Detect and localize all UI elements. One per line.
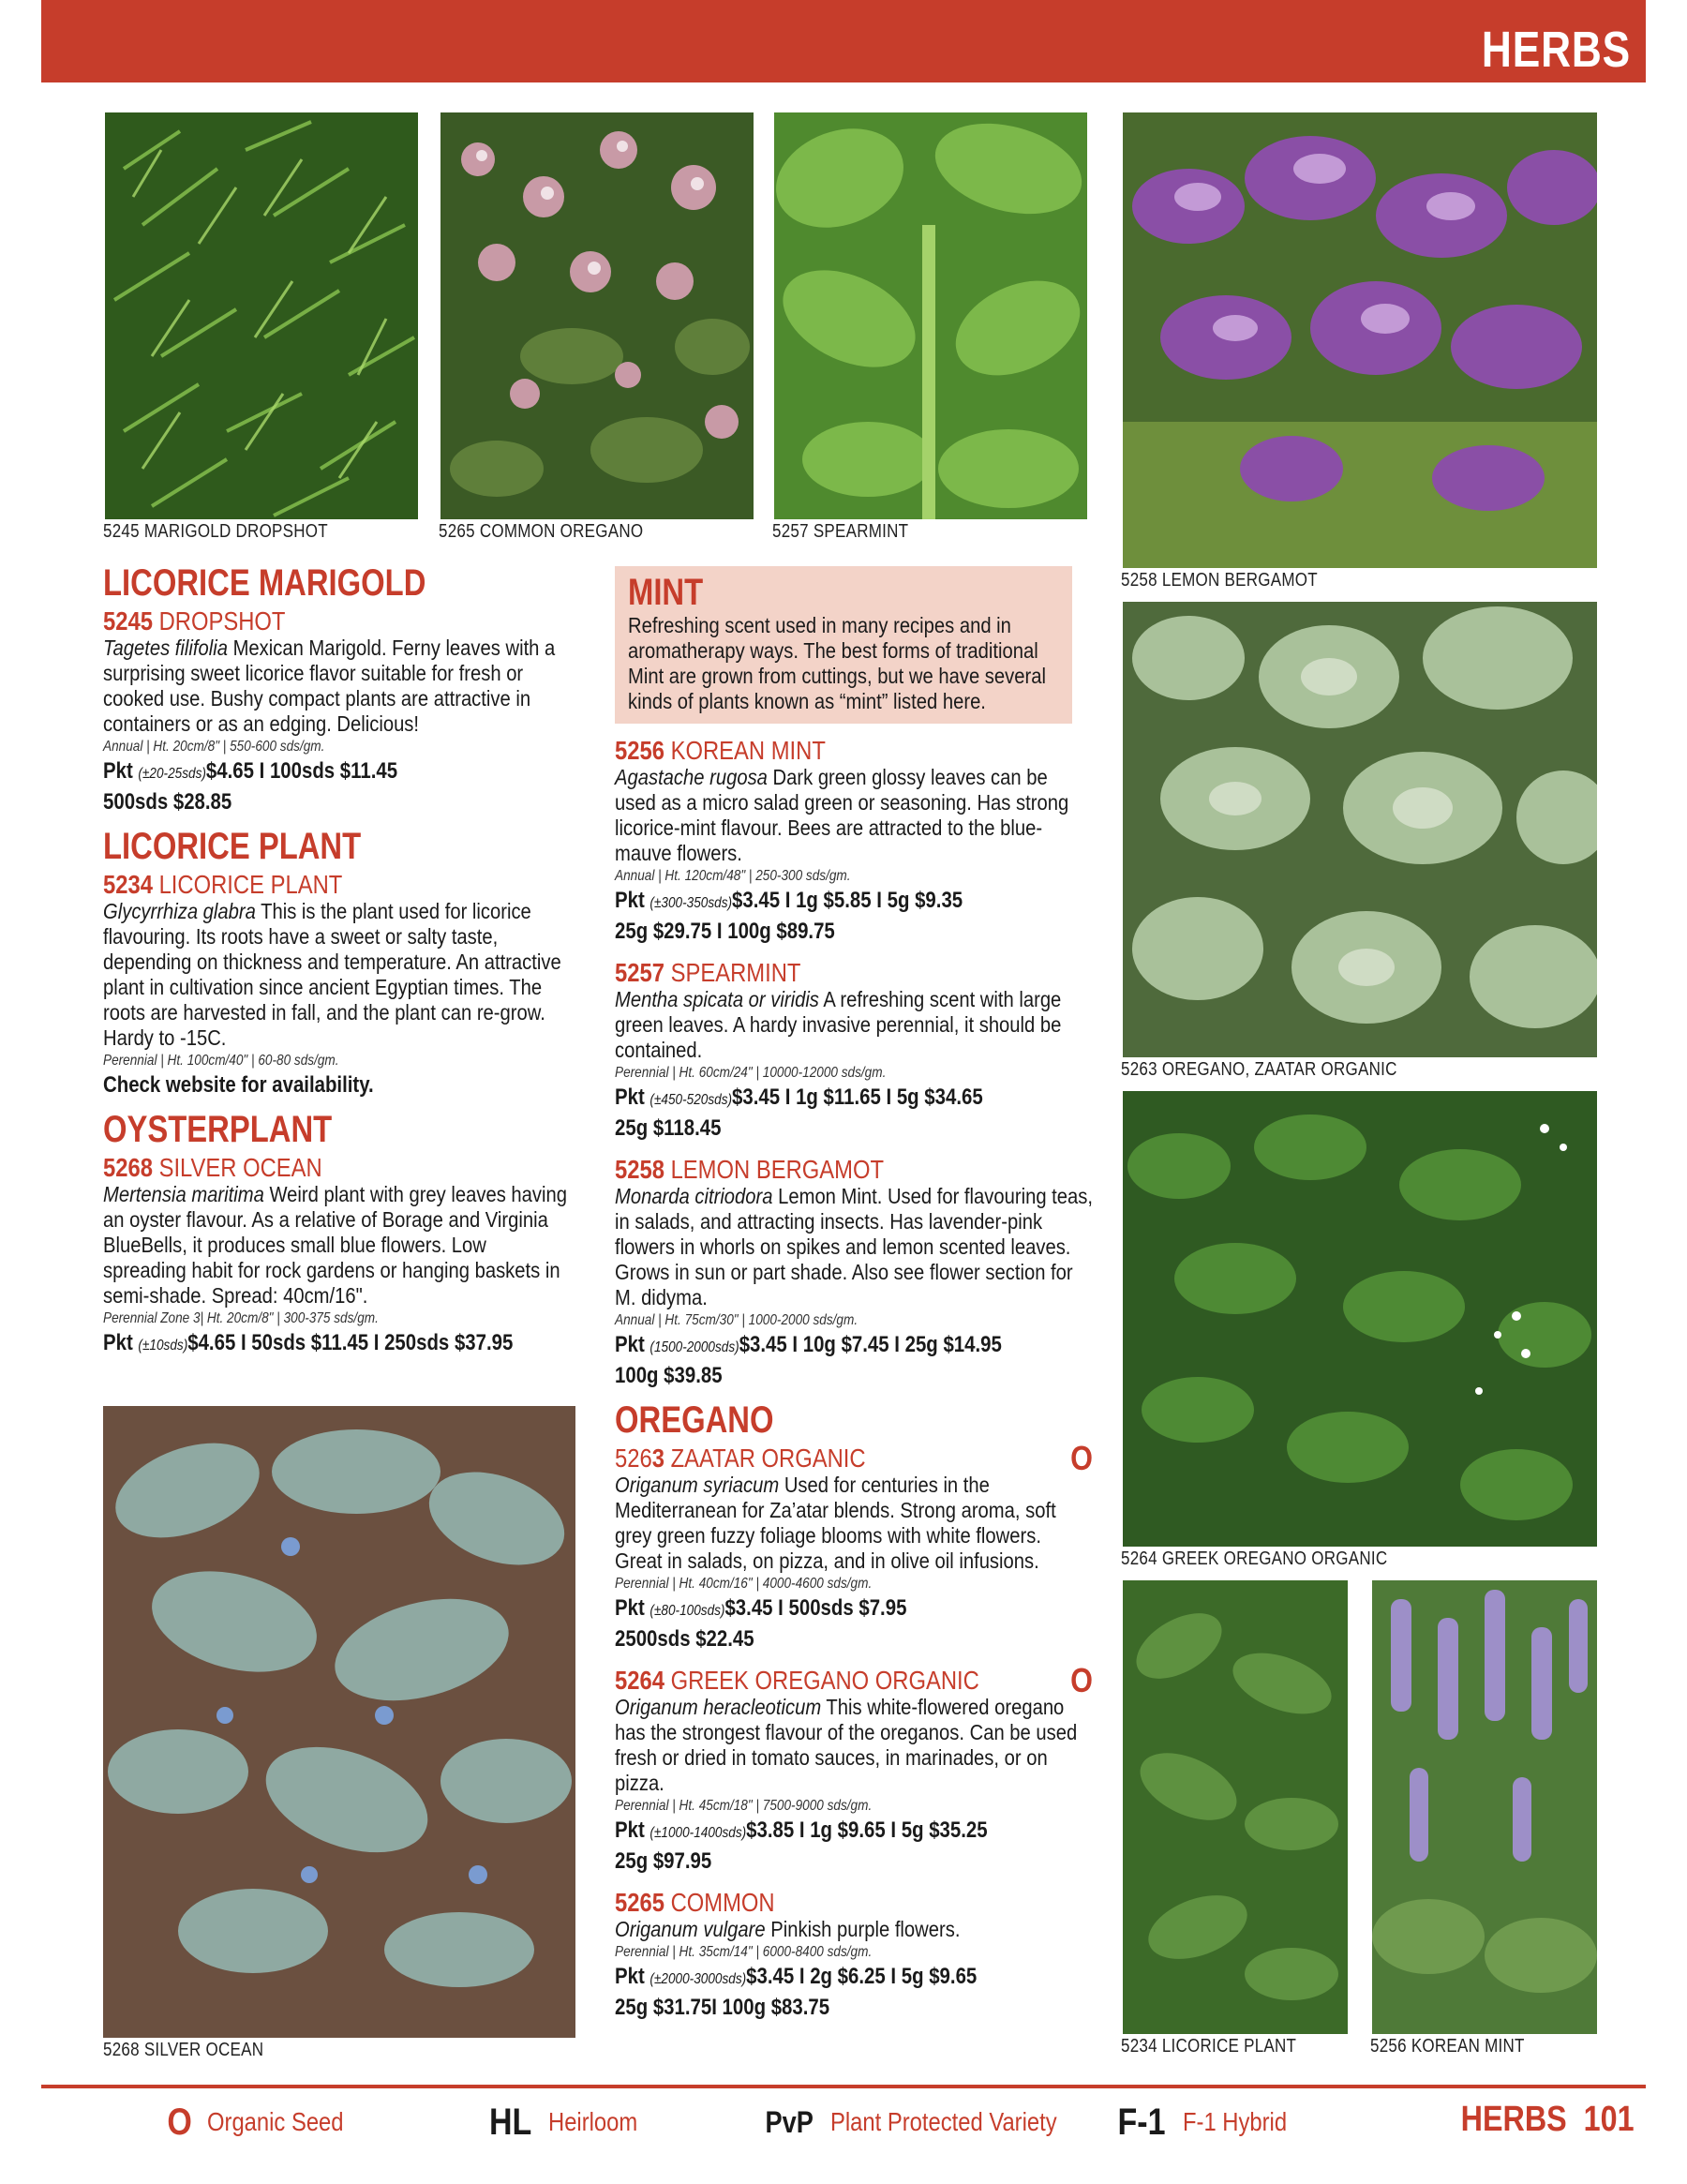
pkt-label: Pkt [615, 1085, 645, 1110]
pkt-count: (1500-2000sds) [649, 1339, 739, 1355]
photo-spearmint [774, 112, 1087, 519]
latin-name: Origanum vulgare [615, 1917, 766, 1941]
pkt-label: Pkt [615, 1964, 645, 1989]
item-description [615, 1184, 1094, 1310]
description-text: This white-flowered oregano has the strongest flavour of the oreganos. Can be used fresh or dried in tomato sauces, in marinades, or on pizza. [615, 1695, 1078, 1795]
item-meta: Perennial | Ht. 45cm/18" | 7500-9000 sds/gm. [615, 1798, 873, 1814]
pkt-label: Pkt [103, 758, 133, 784]
greek-block [615, 1661, 1095, 1699]
organic-label: Organic Seed [207, 2107, 344, 2136]
item-name: DROPSHOT [158, 606, 286, 636]
item-price [615, 1594, 1097, 1653]
pkt-count: (±20-25sds) [138, 766, 206, 782]
caption-spearmint: 5257 SPEARMINT [772, 521, 909, 542]
middle-column [615, 566, 1095, 2022]
heirloom-label: Heirloom [548, 2107, 638, 2136]
page-number: 101 [1584, 2100, 1635, 2139]
item-number: 5268 [103, 1153, 153, 1182]
description-text: Used for centuries in the Mediterranean for Za’atar blends. Strong aroma, soft grey green fuzzy foliage blooms with white flowers. Great in salads, on pizza, and in olive oil infusions. [615, 1473, 1056, 1573]
caption-common-oregano: 5265 COMMON OREGANO [439, 521, 644, 542]
item-title-spearmint [615, 959, 1023, 987]
item-price [615, 887, 1097, 946]
item-number: 5245 [103, 606, 153, 636]
caption-lemon-bergamot: 5258 LEMON BERGAMOT [1121, 570, 1318, 591]
photo-korean-mint [1372, 1580, 1597, 2034]
page-footer [1461, 2100, 1635, 2140]
price-line-2: 25g $118.45 [615, 1115, 722, 1141]
item-number: 5256 [615, 736, 664, 765]
price-line-1: $4.65 I 100sds $11.45 [205, 758, 398, 784]
item-meta: Perennial Zone 3| Ht. 20cm/8" | 300-375 sds/gm. [103, 1310, 379, 1326]
pvp-symbol: PvP [765, 2104, 814, 2139]
photo-zaatar-oregano [1123, 602, 1597, 1057]
latin-name: Mertensia maritima [103, 1182, 264, 1206]
item-name: SILVER OCEAN [158, 1153, 322, 1182]
item-description [615, 1695, 1094, 1796]
mint-intro: Refreshing scent used in many recipes and in aromatherapy ways. The best forms of traditional Mint are grown from cuttings, but we have several kinds of plants known as “mint” listed here. [628, 613, 1046, 713]
caption-zaatar: 5263 OREGANO, ZAATAR ORGANIC [1121, 1059, 1397, 1080]
caption-korean: 5256 KOREAN MINT [1370, 2036, 1525, 2057]
item-meta: Perennial | Ht. 60cm/24" | 10000-12000 sds/gm. [615, 1065, 887, 1081]
legend-organic [165, 2098, 367, 2147]
left-column [103, 562, 572, 1360]
pvp-label: Plant Protected Variety [830, 2107, 1058, 2136]
legend-f1 [1113, 2098, 1306, 2147]
pkt-count: (±300-350sds) [649, 895, 733, 911]
price-line-1: $3.85 I 1g $9.65 I 5g $35.25 [746, 1818, 988, 1843]
item-name: GREEK OREGANO ORGANIC [670, 1666, 979, 1695]
section-licorice-plant: LICORICE PLANT [103, 826, 362, 867]
item-number-suffix: 3 [651, 1444, 664, 1473]
price-line-2: 2500sds $22.45 [615, 1626, 754, 1652]
price-line-1: $3.45 I 2g $6.25 I 5g $9.65 [746, 1964, 978, 1989]
section-oregano: OREGANO [615, 1399, 774, 1441]
section-mint: MINT [628, 572, 704, 613]
item-meta: Annual | Ht. 120cm/48" | 250-300 sds/gm. [615, 868, 851, 884]
item-title-dropshot [103, 607, 501, 636]
photo-common-oregano [440, 112, 754, 519]
organic-badge: O [1070, 1661, 1093, 1699]
price-line-2: 25g $97.95 [615, 1848, 712, 1874]
item-price [615, 1331, 1097, 1390]
price-line-1: $3.45 I 500sds $7.95 [724, 1595, 907, 1621]
mint-intro-box [615, 566, 1072, 724]
photo-lemon-bergamot [1123, 112, 1597, 568]
item-name: COMMON [670, 1888, 775, 1917]
caption-silver-ocean: 5268 SILVER OCEAN [103, 2040, 264, 2060]
item-meta: Perennial | Ht. 40cm/16" | 4000-4600 sds/gm. [615, 1576, 873, 1592]
item-meta: Annual | Ht. 75cm/30" | 1000-2000 sds/gm. [615, 1312, 858, 1328]
item-price [615, 1963, 1097, 2022]
legend-pvp [761, 2098, 1097, 2147]
item-meta: Perennial | Ht. 35cm/14" | 6000-8400 sds/gm. [615, 1944, 873, 1960]
item-price [103, 1329, 574, 1360]
organic-badge: O [1070, 1439, 1093, 1477]
item-name: KOREAN MINT [670, 736, 826, 765]
item-number: 5234 [103, 870, 153, 899]
latin-name: Monarda citriodora [615, 1184, 773, 1208]
item-title-korean-mint [615, 737, 1023, 765]
item-description [103, 899, 571, 1051]
pkt-label: Pkt [615, 888, 645, 913]
item-price [615, 1084, 1097, 1143]
price-line-2: 100g $39.85 [615, 1363, 723, 1388]
item-number: 526 [615, 1444, 652, 1473]
latin-name: Mentha spicata or viridis [615, 987, 819, 1011]
pkt-count: (±2000-3000sds) [649, 1971, 747, 1987]
description-text: This is the plant used for licorice flavouring. Its roots have a sweet or salty taste, depending on thickness and temperature. An attractive plant in cultivation since ancient Egyptian times. The roots are harvested in fall, and the plant can re-grow. Hardy to -15C. [103, 899, 561, 1050]
item-title-lemon-bergamot [615, 1156, 1023, 1184]
description-text: Mexican Marigold. Ferny leaves with a surprising sweet licorice flavor suitable for fresh or cooked use. Bushy compact plants are attractive in containers or as an edging. Delicious! [103, 636, 556, 736]
description-text: Dark green glossy leaves can be used as a micro salad green or seasoning. Has strong licorice-mint flavour. Bees are attracted to the blue-mauve flowers. [615, 765, 1069, 865]
photo-greek-oregano [1123, 1091, 1597, 1547]
price-line-1: $3.45 I 10g $7.45 I 25g $14.95 [739, 1332, 1002, 1357]
item-number: 5264 [615, 1666, 664, 1695]
latin-name: Glycyrrhiza glabra [103, 899, 256, 923]
item-number: 5258 [615, 1155, 664, 1184]
latin-name: Agastache rugosa [615, 765, 768, 789]
item-price [615, 1817, 1097, 1876]
item-meta: Annual | Ht. 20cm/8" | 550-600 sds/gm. [103, 739, 325, 755]
f1-symbol: F-1 [1117, 2101, 1166, 2143]
price-line-1: $3.45 I 1g $11.65 I 5g $34.65 [732, 1085, 983, 1110]
item-number: 5265 [615, 1888, 664, 1917]
heirloom-symbol: HL [488, 2101, 532, 2143]
description-text: A refreshing scent with large green leaves. A hardy invasive perennial, it should be contained. [615, 987, 1062, 1062]
pkt-count: (±10sds) [138, 1338, 188, 1354]
availability-note: Check website for availability. [103, 1072, 374, 1098]
item-title-silver-ocean [103, 1154, 501, 1182]
pkt-label: Pkt [615, 1595, 645, 1621]
photo-marigold-dropshot [105, 112, 418, 519]
pkt-count: (±450-520sds) [649, 1092, 733, 1108]
item-name: LICORICE PLANT [158, 870, 343, 899]
price-line-2: 25g $31.75I 100g $83.75 [615, 1995, 830, 2020]
item-name: SPEARMINT [670, 958, 801, 987]
photo-silver-ocean [103, 1406, 575, 2038]
caption-marigold: 5245 MARIGOLD DROPSHOT [103, 521, 328, 542]
item-title-zaatar [615, 1444, 1023, 1473]
pkt-label: Pkt [615, 1818, 645, 1843]
legend-heirloom [485, 2098, 653, 2147]
zaatar-block [615, 1439, 1095, 1477]
item-name: ZAATAR ORGANIC [670, 1444, 866, 1473]
section-oysterplant: OYSTERPLANT [103, 1109, 333, 1150]
item-description [103, 636, 571, 737]
pkt-label: Pkt [615, 1332, 645, 1357]
item-name: LEMON BERGAMOT [670, 1155, 885, 1184]
latin-name: Origanum heracleoticum [615, 1695, 822, 1719]
pkt-label: Pkt [103, 1330, 133, 1355]
organic-symbol: O [167, 2101, 192, 2143]
latin-name: Tagetes filifolia [103, 636, 228, 660]
description-text: Lemon Mint. Used for flavouring teas, in salads, and attracting insects. Has lavender-pink flowers in whorls on spikes and lemon scented leaves. Grows in sun or part shade. Also see flower section for M. didyma. [615, 1184, 1094, 1309]
footer-section: HERBS [1461, 2100, 1568, 2139]
item-description [615, 987, 1094, 1063]
photo-licorice-plant [1123, 1580, 1348, 2034]
f1-label: F-1 Hybrid [1183, 2107, 1288, 2136]
item-description [615, 1917, 1094, 1942]
price-line-2: 25g $29.75 I 100g $89.75 [615, 919, 835, 944]
pkt-count: (±1000-1400sds) [649, 1825, 747, 1841]
item-title-licorice [103, 871, 501, 899]
latin-name: Origanum syriacum [615, 1473, 780, 1497]
item-description [615, 765, 1094, 866]
item-meta: Perennial | Ht. 100cm/40" | 60-80 sds/gm. [103, 1053, 339, 1069]
item-description [103, 1182, 571, 1309]
footer-rule [41, 2085, 1646, 2088]
description-text: Pinkish purple flowers. [770, 1917, 961, 1941]
caption-greek: 5264 GREEK OREGANO ORGANIC [1121, 1548, 1388, 1569]
price-line-2: 500sds $28.85 [103, 789, 232, 815]
header-bar [41, 0, 1646, 82]
price-line-1: $3.45 I 1g $5.85 I 5g $9.35 [732, 888, 963, 913]
item-number: 5257 [615, 958, 664, 987]
section-licorice-marigold: LICORICE MARIGOLD [103, 562, 426, 604]
item-description [615, 1473, 1094, 1574]
price-line-1: $4.65 I 50sds $11.45 I 250sds $37.95 [187, 1330, 514, 1355]
caption-licorice: 5234 LICORICE PLANT [1121, 2036, 1297, 2057]
item-price [103, 757, 574, 816]
pkt-count: (±80-100sds) [649, 1603, 725, 1619]
page-title: HERBS [1481, 22, 1631, 78]
item-title-greek-oregano [615, 1667, 1023, 1695]
description-text: Weird plant with grey leaves having an oyster flavour. As a relative of Borage and Virginia BlueBells, it produces small blue flowers. Low spreading habit for rock gardens or hanging baskets in semi-shade. Spread: 40cm/16". [103, 1182, 567, 1308]
item-title-common-oregano [615, 1889, 1023, 1917]
